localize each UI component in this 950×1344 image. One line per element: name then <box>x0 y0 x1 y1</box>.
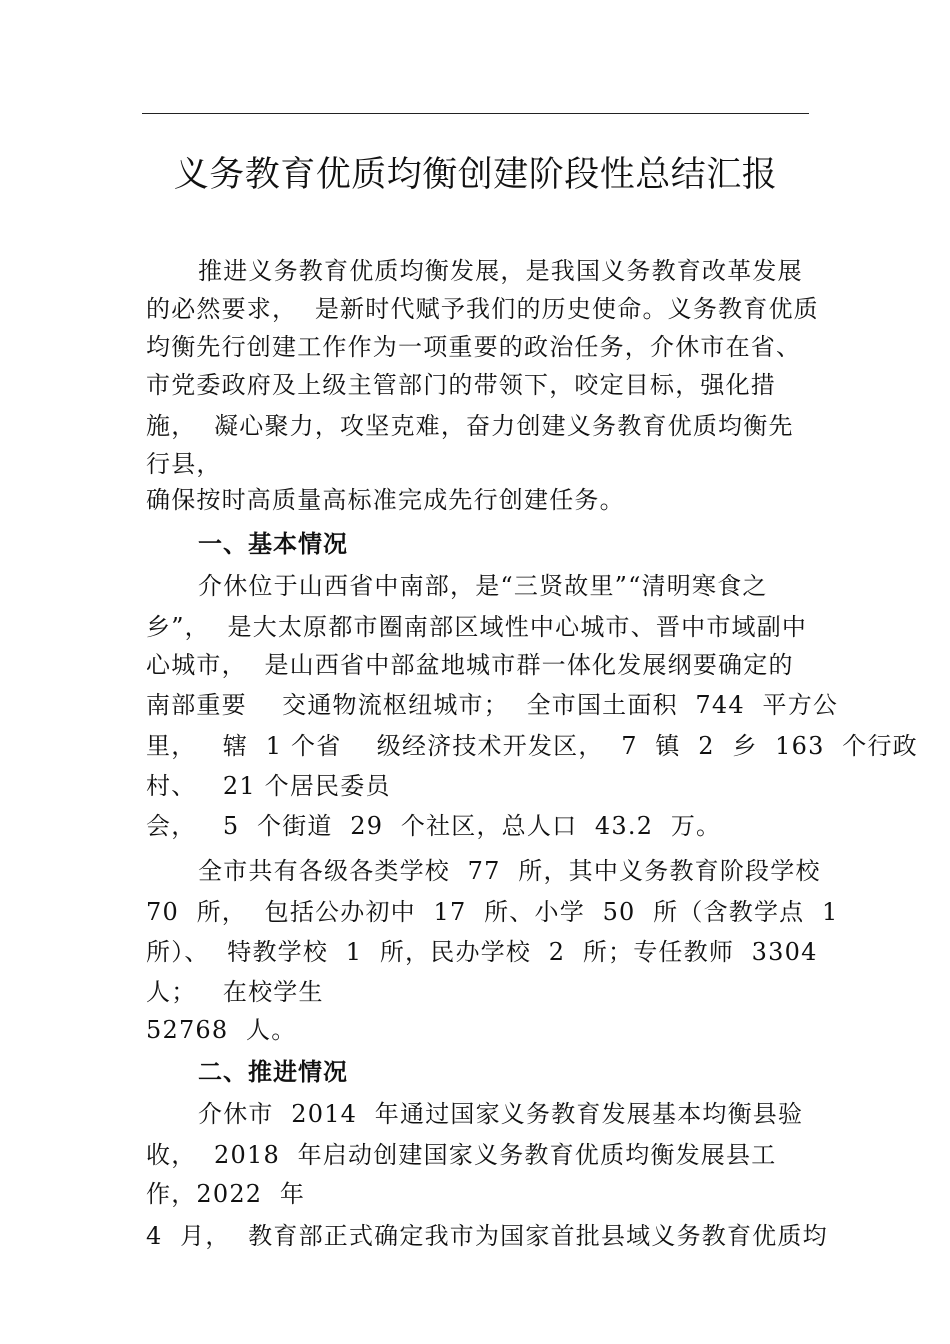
section-heading: 二、推进情况 <box>198 1058 348 1086</box>
paragraph-line: 里， 辖 1 个省 级经济技术开发区， 7 镇 2 乡 163 个行政 <box>146 732 918 760</box>
paragraph-line: 心城市， 是山西省中部盆地城市群一体化发展纲要确定的 <box>146 651 794 679</box>
intro-line: 市党委政府及上级主管部门的带领下，咬定目标，强化措 <box>146 371 776 399</box>
paragraph-line: 人； 在校学生 <box>146 978 324 1006</box>
intro-line: 确保按时高质量高标准完成先行创建任务。 <box>146 486 625 514</box>
paragraph-line: 4 月， 教育部正式确定我市为国家首批县域义务教育优质均 <box>146 1222 828 1250</box>
paragraph-line: 所）、 特教学校 1 所，民办学校 2 所；专任教师 3304 <box>146 938 818 966</box>
intro-line: 的必然要求， 是新时代赋予我们的历史使命。义务教育优质 <box>146 295 819 323</box>
intro-line: 均衡先行创建工作作为一项重要的政治任务，介休市在省、 <box>146 333 802 361</box>
header-rule <box>142 113 809 114</box>
intro-line: 施， 凝心聚力，攻坚克难，奋力创建义务教育优质均衡先 <box>146 412 794 440</box>
paragraph-line: 收， 2018 年启动创建国家义务教育优质均衡发展县工 <box>146 1141 777 1169</box>
paragraph-line: 介休市 2014 年通过国家义务教育发展基本均衡县验 <box>198 1100 804 1128</box>
paragraph-line: 70 所， 包括公办初中 17 所、小学 50 所（含教学点 1 <box>146 898 839 926</box>
paragraph-line: 南部重要 交通物流枢纽城市； 全市国土面积 744 平方公 <box>146 691 839 719</box>
paragraph-line: 作，2022 年 <box>146 1180 306 1208</box>
intro-line: 推进义务教育优质均衡发展，是我国义务教育改革发展 <box>198 257 803 285</box>
paragraph-line: 会， 5 个街道 29 个社区，总人口 43.2 万。 <box>146 812 722 840</box>
paragraph-line: 介休位于山西省中南部，是“三贤故里”“清明寒食之 <box>198 572 768 600</box>
document-title: 义务教育优质均衡创建阶段性总结汇报 <box>173 155 778 195</box>
paragraph-line: 52768 人。 <box>146 1016 297 1044</box>
paragraph-line: 全市共有各级各类学校 77 所，其中义务教育阶段学校 <box>198 857 821 885</box>
intro-line: 行县， <box>146 450 222 478</box>
paragraph-line: 村、 21 个居民委员 <box>146 772 391 800</box>
section-heading: 一、基本情况 <box>198 530 348 558</box>
paragraph-line: 乡”， 是大太原都市圈南部区域性中心城市、晋中市域副中 <box>146 613 808 641</box>
